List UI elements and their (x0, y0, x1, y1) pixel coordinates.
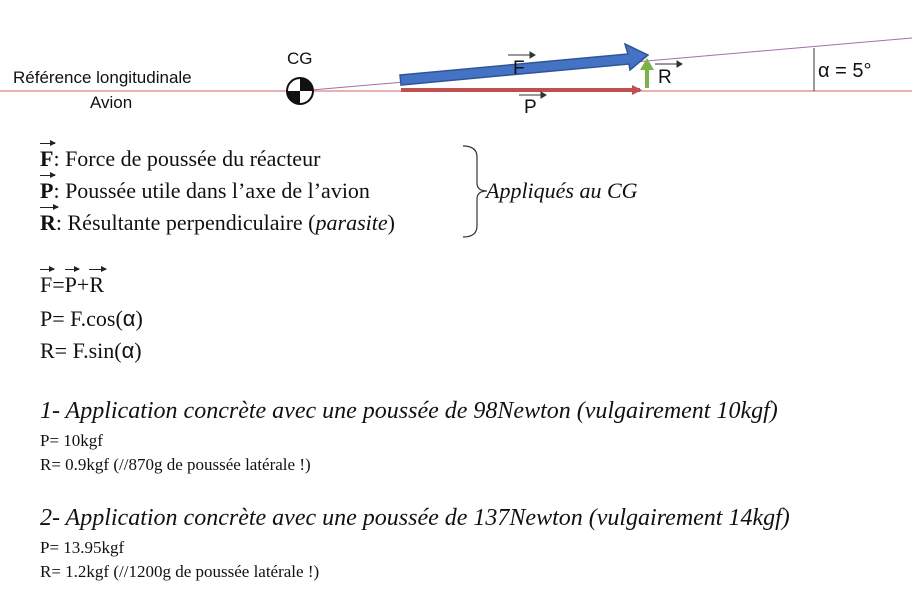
application-1-r: R= 0.9kgf (//870g de poussée latérale !) (40, 455, 311, 474)
formula-sum-r: R (89, 272, 105, 297)
formula-sum (40, 272, 104, 298)
formula-r-alpha: α (121, 338, 135, 363)
application-2-r: R= 1.2kgf (//1200g de poussée latérale !) (40, 562, 320, 581)
reference-label-line1: Référence longitudinale (13, 68, 192, 87)
cg-label: CG (287, 49, 313, 68)
formula-sum-p: P (64, 272, 77, 297)
formula-p (40, 306, 143, 332)
symbol-r: R (40, 210, 56, 235)
result-vector-r (640, 58, 654, 88)
formula-r-lhs: R= (40, 338, 73, 363)
formula-p-fn: F.cos( (70, 306, 123, 331)
definition-r-italic: parasite (315, 210, 388, 235)
application-1-title: 1- Application concrète avec une poussée de 98Newton (vulgairement 10kgf) (40, 398, 778, 424)
applied-prefix: Appliqués au (486, 178, 607, 203)
vector-r-label: R (658, 67, 672, 88)
definition-r-text: : Résultante perpendiculaire ( (55, 210, 316, 235)
definition-f (40, 146, 320, 172)
formula-sum-eq: = (52, 272, 65, 297)
formula-sum-f: F (40, 272, 53, 297)
formula-r-close: ) (134, 338, 142, 363)
formula-p-close: ) (135, 306, 143, 331)
reference-label-line2: Avion (90, 93, 133, 112)
applied-cg: CG (607, 178, 638, 203)
formula-p-alpha: α (122, 306, 136, 331)
definition-p-text: : Poussée utile dans l’axe de l’avion (53, 178, 370, 203)
definition-r-close: ) (387, 210, 395, 235)
cg-symbol (287, 78, 313, 104)
application-2-title: 2- Application concrète avec une poussée de 137Newton (vulgairement 14kgf) (40, 505, 790, 531)
symbol-p: P (40, 178, 54, 203)
symbol-f: F (40, 146, 54, 171)
angle-label: α = 5° (818, 60, 872, 82)
formula-p-lhs: P= (40, 306, 71, 331)
application-2-p: P= 13.95kgf (40, 538, 125, 557)
formula-r-fn: F.sin( (72, 338, 122, 363)
definition-f-text: : Force de poussée du réacteur (53, 146, 321, 171)
vector-f-label: F (513, 58, 525, 79)
applied-note (486, 178, 638, 204)
definition-r (40, 210, 395, 236)
definition-p (40, 178, 370, 204)
formula-r (40, 338, 142, 364)
application-1-p: P= 10kgf (40, 431, 103, 450)
formula-sum-plus: + (76, 272, 90, 297)
vector-p-label: P (524, 97, 537, 118)
